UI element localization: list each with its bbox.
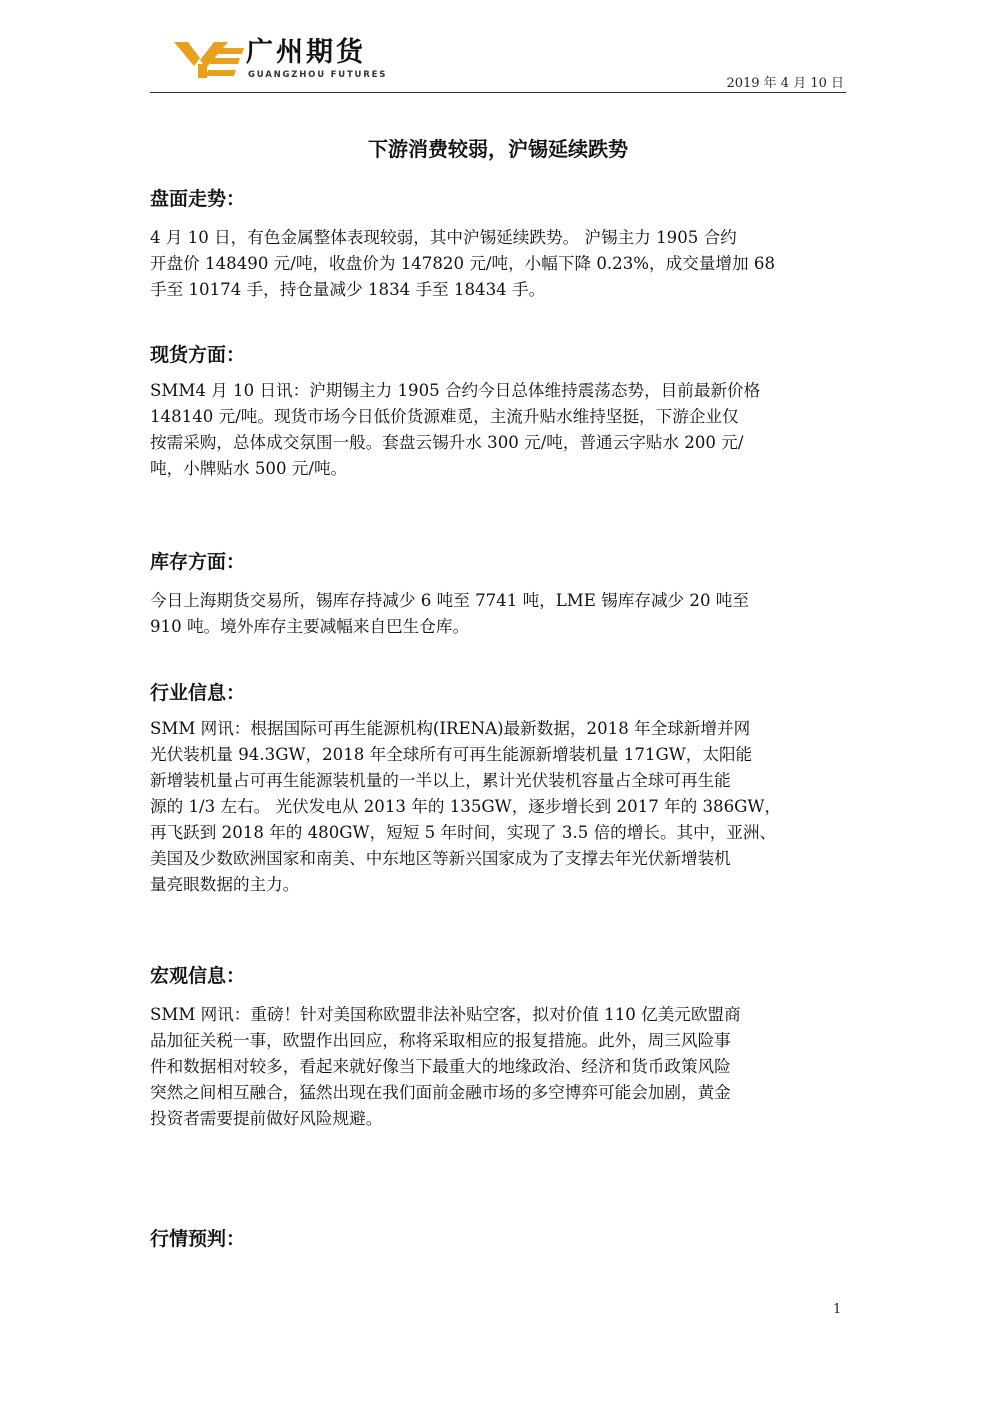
section-body-macro: [150, 1002, 844, 1132]
section-body-inventory: [150, 588, 844, 640]
text-line: 按需采购，总体成交氛围一般。套盘云锡升水 300 元/吨，普通云字贴水 200 元/: [150, 433, 744, 452]
text-line: SMM 网讯：根据国际可再生能源机构(IRENA)最新数据，2018 年全球新增并网: [150, 719, 751, 738]
section-body-industry: [150, 716, 844, 898]
text-line: 手至 10174 手，持仓量减少 1834 手至 18434 手。: [150, 280, 546, 299]
page-number: 1: [833, 1302, 842, 1317]
text-line: 新增装机量占可再生能源装机量的一半以上，累计光伏装机容量占全球可再生能: [150, 771, 731, 790]
text-line: 148140 元/吨。现货市场今日低价货源难觅，主流升贴水维持坚挺，下游企业仅: [150, 407, 739, 426]
text-line: 吨，小牌贴水 500 元/吨。: [150, 459, 348, 478]
section-heading-outlook: 行情预判：: [150, 1228, 246, 1250]
text-line: 突然之间相互融合，猛然出现在我们面前金融市场的多空博弈可能会加剧，黄金: [150, 1083, 731, 1102]
document-title: 下游消费较弱，沪锡延续跌势: [368, 137, 628, 161]
text-line: 开盘价 148490 元/吨，收盘价为 147820 元/吨，小幅下降 0.23%，成交量增加 68: [150, 254, 776, 273]
text-line: SMM4 月 10 日讯：沪期锡主力 1905 合约今日总体维持震荡态势，目前最新价格: [150, 381, 761, 400]
text-line: 源的 1/3 左右。 光伏发电从 2013 年的 135GW，逐步增长到 2017 年的 386GW，: [150, 797, 782, 816]
brand-subtitle: GUANGZHOU FUTURES: [248, 70, 388, 80]
text-line: 今日上海期货交易所，锡库存持减少 6 吨至 7741 吨，LME 锡库存减少 20 吨至: [150, 591, 749, 610]
text-line: 4 月 10 日，有色金属整体表现较弱，其中沪锡延续跌势。 沪锡主力 1905 合约: [150, 228, 737, 247]
guangzhou-futures-logo: [174, 38, 244, 80]
brand-name: 广州期货: [246, 37, 366, 68]
section-body-market-trend: [150, 225, 844, 303]
text-line: 投资者需要提前做好风险规避。: [150, 1109, 383, 1128]
text-line: SMM 网讯：重磅！针对美国称欧盟非法补贴空客，拟对价值 110 亿美元欧盟商: [150, 1005, 741, 1024]
report-date: 2019 年 4 月 10 日: [726, 76, 844, 91]
page-header: [150, 30, 846, 94]
text-line: 品加征关税一事，欧盟作出回应，称将采取相应的报复措施。此外，周三风险事: [150, 1031, 731, 1050]
section-body-spot: [150, 378, 844, 482]
text-line: 再飞跃到 2018 年的 480GW，短短 5 年时间，实现了 3.5 倍的增长。其中，亚洲、: [150, 823, 777, 842]
text-line: 美国及少数欧洲国家和南美、中东地区等新兴国家成为了支撑去年光伏新增装机: [150, 849, 731, 868]
text-line: 件和数据相对较多，看起来就好像当下最重大的地缘政治、经济和货币政策风险: [150, 1057, 731, 1076]
section-heading-inventory: 库存方面：: [150, 551, 246, 573]
section-heading-market-trend: 盘面走势：: [150, 188, 246, 210]
header-divider: [150, 92, 846, 93]
section-heading-industry: 行业信息：: [150, 682, 246, 704]
text-line: 光伏装机量 94.3GW，2018 年全球所有可再生能源新增装机量 171GW，太阳能: [150, 745, 753, 764]
text-line: 910 吨。境外库存主要减幅来自巴生仓库。: [150, 617, 470, 636]
section-heading-macro: 宏观信息：: [150, 965, 246, 987]
text-line: 量亮眼数据的主力。: [150, 875, 300, 894]
section-heading-spot: 现货方面：: [150, 344, 246, 366]
